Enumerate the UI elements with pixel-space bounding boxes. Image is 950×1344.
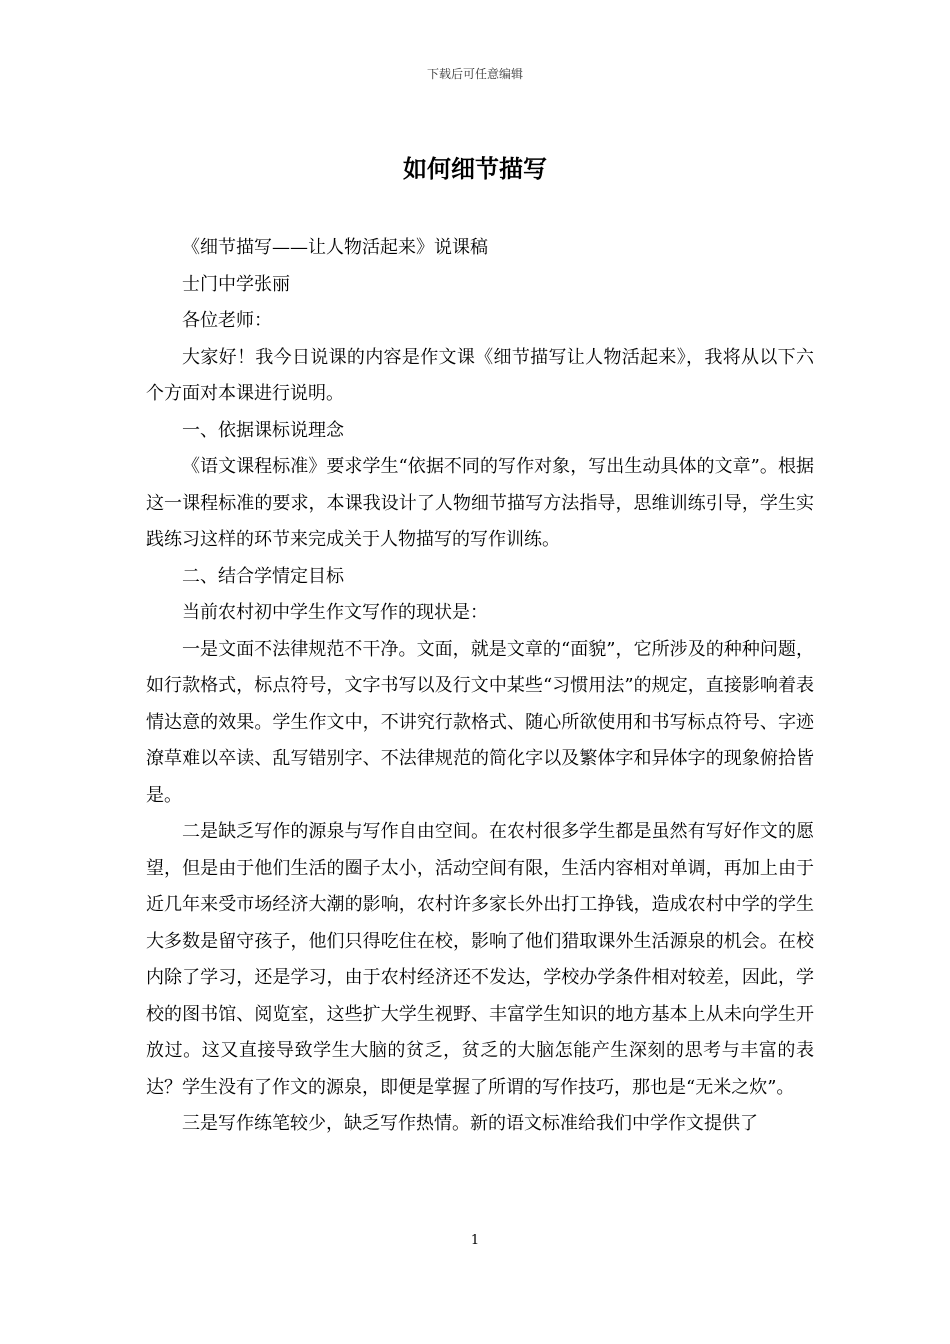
paragraph-point-2: 二是缺乏写作的源泉与写作自由空间。在农村很多学生都是虽然有写好作文的愿望，但是由于他们生活的圈子太小，活动空间有限，生活内容相对单调，再加上由于近几年来受市场经济大潮的影响，农村许多家长外出打工挣钱，造成农村中学的学生大多数是留守孩子，他们只得吃住在校，影响了他们猎取课外生活源泉的机会。在校内除了学习，还是学习，由于农村经济还不发达，学校办学条件相对较差，因此，学校的图书馆、阅览室，这些扩大学生视野、丰富学生知识的地方基本上从未向学生开放过。这又直接导致学生大脑的贫乏，贫乏的大脑怎能产生深刻的思考与丰富的表达？学生没有了作文的源泉，即便是掌握了所谓的写作技巧，那也是“无米之炊”。 (146, 821, 814, 1098)
page-number: 1 (470, 1233, 480, 1248)
header-note: 下载后可任意编辑 (426, 67, 523, 81)
paragraph-standard: 《语文课程标准》要求学生“依据不同的写作对象，写出生动具体的文章”。根据这一课程标准的要求，本课我设计了人物细节描写方法指导，思维训练引导，学生实践练习这样的环节来完成关于人物描写的写作训练。 (146, 456, 814, 550)
paragraph-author: 士门中学张丽 (182, 273, 290, 295)
paragraph-point-1: 一是文面不法律规范不干净。文面，就是文章的“面貌”，它所涉及的种种问题，如行款格式，标点符号，文字书写以及行文中某些“习惯用法”的规定，直接影响着表情达意的效果。学生作文中，不讲究行款格式、随心所欲使用和书写标点符号、字迹潦草难以卒读、乱写错别字、不法律规范的简化字以及繁体字和异体字的现象俯拾皆是。 (146, 638, 814, 806)
section-heading-1: 一、依据课标说理念 (182, 419, 344, 441)
document-body (146, 230, 814, 1143)
paragraph-lecture-title: 《细节描写——让人物活起来》说课稿 (182, 237, 488, 258)
paragraph-salutation: 各位老师： (182, 310, 272, 331)
document-title: 如何细节描写 (403, 154, 547, 183)
paragraph-point-3: 三是写作练笔较少，缺乏写作热情。新的语文标准给我们中学作文提供了 (182, 1113, 758, 1134)
section-heading-2: 二、结合学情定目标 (182, 565, 344, 587)
paragraph-intro: 大家好！我今日说课的内容是作文课《细节描写让人物活起来》，我将从以下六个方面对本课进行说明。 (146, 346, 814, 404)
paragraph-status-intro: 当前农村初中学生作文写作的现状是： (182, 602, 488, 623)
